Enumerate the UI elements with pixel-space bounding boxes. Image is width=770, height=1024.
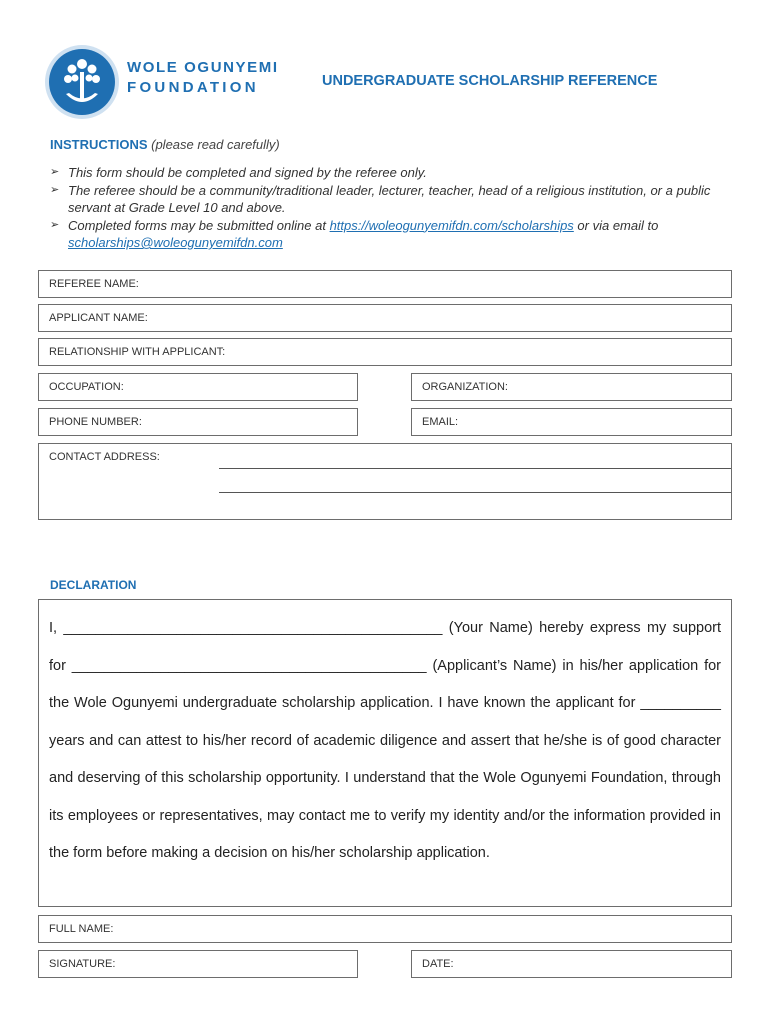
arrow-bullet-icon: ➢ bbox=[50, 183, 60, 196]
instruction-text: or via email to bbox=[573, 217, 659, 233]
email-field[interactable] bbox=[411, 408, 732, 436]
arrow-bullet-icon: ➢ bbox=[50, 218, 60, 231]
instruction-text: The referee should be a community/traditional leader, lecturer, teacher, head of a religious institution, or a public servant at Grade Level 10 and above. bbox=[68, 182, 711, 215]
form-title: UNDERGRADUATE SCHOLARSHIP REFERENCE bbox=[322, 73, 658, 89]
org-name-line1: WOLE OGUNYEMI bbox=[127, 59, 279, 76]
address-line bbox=[219, 492, 731, 493]
full-name-field[interactable] bbox=[38, 915, 732, 943]
field-label: FULL NAME: bbox=[49, 923, 114, 935]
declaration-text: I, _______________________________________________ (Your Name) hereby express my support for ____________________________________________ (Applicant’s Name) in his/her application for the Wole Ogunyemi undergraduate scholarship application. I have known the applicant for __________ years and can attest to his/her record of academic diligence and assert that he/she is of good character and deserving of this scholarship opportunity. I understand that the Wole Ogunyemi Foundation, through its employees or representatives, may contact me to verify my identity and/or the information provided in the form before making a decision on his/her scholarship application. bbox=[49, 620, 721, 861]
instruction-text: This form should be completed and signed by the referee only. bbox=[68, 165, 427, 180]
declaration-box bbox=[38, 599, 732, 907]
instruction-item bbox=[50, 182, 740, 217]
relationship-field[interactable] bbox=[38, 338, 732, 366]
date-field[interactable] bbox=[411, 950, 732, 978]
field-label: DATE: bbox=[422, 958, 454, 970]
instructions-title: INSTRUCTIONS bbox=[50, 137, 148, 152]
instruction-item bbox=[50, 164, 740, 182]
arrow-bullet-icon: ➢ bbox=[50, 166, 60, 178]
phone-number-field[interactable] bbox=[38, 408, 358, 436]
field-label: CONTACT ADDRESS: bbox=[49, 451, 160, 463]
organization-field[interactable] bbox=[411, 373, 732, 401]
instruction-item bbox=[50, 217, 740, 252]
instructions-list bbox=[50, 164, 740, 252]
referee-name-field[interactable] bbox=[38, 270, 732, 298]
contact-address-field[interactable] bbox=[38, 443, 732, 520]
instructions-heading bbox=[50, 137, 280, 152]
occupation-field[interactable] bbox=[38, 373, 358, 401]
applicant-name-field[interactable] bbox=[38, 304, 732, 332]
field-label: SIGNATURE: bbox=[49, 958, 116, 970]
signature-field[interactable] bbox=[38, 950, 358, 978]
scholarships-link[interactable]: https://woleogunyemifdn.com/scholarships bbox=[329, 217, 574, 233]
field-label: PHONE NUMBER: bbox=[49, 416, 142, 428]
field-label: ORGANIZATION: bbox=[422, 381, 508, 393]
foundation-logo-icon bbox=[44, 44, 120, 120]
instruction-text: Completed forms may be submitted online at bbox=[68, 217, 330, 233]
field-label: OCCUPATION: bbox=[49, 381, 124, 393]
field-label: RELATIONSHIP WITH APPLICANT: bbox=[49, 346, 226, 358]
field-label: REFEREE NAME: bbox=[49, 278, 139, 290]
field-label: EMAIL: bbox=[422, 416, 459, 428]
scholarships-email-link[interactable]: scholarships@woleogunyemifdn.com bbox=[68, 235, 283, 250]
declaration-heading: DECLARATION bbox=[50, 578, 137, 592]
org-name-line2: FOUNDATION bbox=[127, 79, 259, 96]
field-label: APPLICANT NAME: bbox=[49, 312, 148, 324]
instructions-note: (please read carefully) bbox=[151, 137, 280, 152]
address-line bbox=[219, 468, 731, 469]
